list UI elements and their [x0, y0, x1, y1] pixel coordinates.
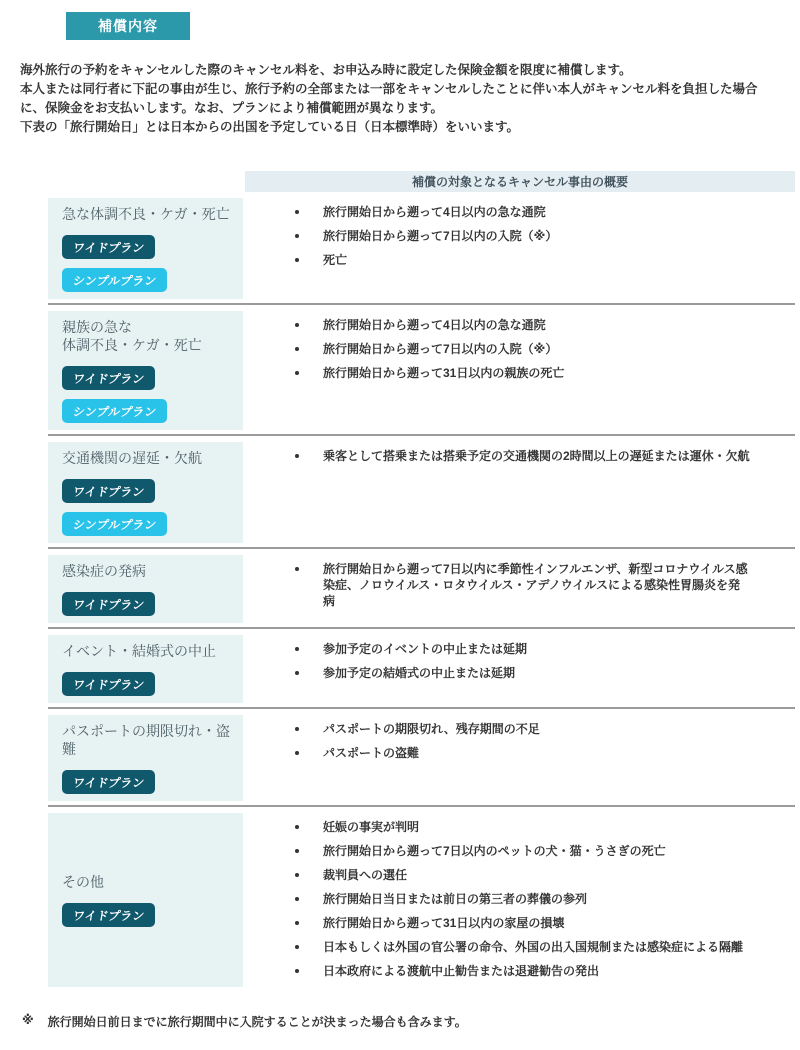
category-cell	[48, 311, 243, 430]
category-cell	[48, 813, 243, 987]
row-category: その他	[62, 874, 104, 890]
plan-badges	[62, 235, 233, 292]
bullet-dot-icon	[295, 347, 299, 351]
reason-item	[295, 448, 795, 464]
reason-item	[295, 963, 795, 979]
reason-text: 乗客として搭乗または搭乗予定の交通機関の2時間以上の遅延または運休・欠航	[323, 449, 750, 463]
plan-badge-wide	[62, 592, 155, 616]
section-title-badge: 補償内容	[66, 12, 190, 40]
coverage-row	[48, 555, 795, 623]
coverage-row	[48, 715, 795, 801]
plan-badges	[62, 479, 233, 536]
bullet-dot-icon	[295, 849, 299, 853]
reason-list	[245, 311, 795, 430]
reason-item	[295, 641, 795, 657]
plan-badge-wide	[62, 903, 155, 927]
coverage-row	[48, 442, 795, 543]
reason-item	[295, 867, 795, 883]
bullet-dot-icon	[295, 969, 299, 973]
intro-line: 下表の「旅行開始日」とは日本からの出国を予定している日（日本標準時）をいいます。	[20, 120, 520, 134]
plan-badge-wide	[62, 770, 155, 794]
category-cell	[48, 635, 243, 703]
reason-text: 参加予定の結婚式の中止または延期	[323, 666, 516, 680]
plan-badge-label: ワイドプラン	[71, 240, 146, 255]
footnote-text: 旅行開始日前日までに旅行期間中に入院することが決まった場合も含みます。	[47, 1015, 467, 1029]
coverage-row	[48, 813, 795, 987]
row-separator	[48, 707, 795, 709]
row-category: イベント・結婚式の中止	[62, 643, 216, 659]
plan-badges	[62, 770, 233, 794]
footnote	[22, 1013, 780, 1030]
row-separator	[48, 434, 795, 436]
plan-badge-label: ワイドプラン	[71, 484, 146, 499]
plan-badge-simple	[62, 268, 167, 292]
reason-text: 旅行開始日から遡って4日以内の急な通院	[323, 205, 546, 219]
reason-text: 旅行開始日から遡って7日以内に季節性インフルエンザ、新型コロナウイルス感染症、ノロウイルス・ロタウイルス・アデノウイルスによる感染性胃腸炎を発病	[323, 562, 748, 608]
bullet-dot-icon	[295, 897, 299, 901]
plan-badge-wide	[62, 672, 155, 696]
reason-item	[295, 745, 795, 761]
reason-text: 裁判員への選任	[323, 868, 408, 882]
row-separator	[48, 627, 795, 629]
plan-badge-label: シンプルプラン	[71, 273, 158, 288]
bullet-dot-icon	[295, 825, 299, 829]
bullet-dot-icon	[295, 873, 299, 877]
reason-list	[245, 442, 795, 543]
plan-badges	[62, 903, 233, 927]
row-category: 感染症の発病	[62, 563, 146, 579]
plan-badges	[62, 366, 233, 423]
reason-item	[295, 939, 795, 955]
coverage-rows	[48, 198, 795, 987]
bullet-dot-icon	[295, 323, 299, 327]
bullet-dot-icon	[295, 671, 299, 675]
bullet-dot-icon	[295, 234, 299, 238]
row-category: 親族の急な 体調不良・ケガ・死亡	[62, 319, 202, 353]
coverage-row	[48, 198, 795, 299]
table-header-row	[48, 171, 795, 192]
reason-list	[245, 198, 795, 299]
reason-text: 妊娠の事実が判明	[323, 820, 420, 834]
plan-badge-label: ワイドプラン	[71, 677, 146, 692]
reason-item	[295, 665, 795, 681]
row-category: パスポートの期限切れ・盗難	[62, 723, 230, 757]
plan-badge-label: ワイドプラン	[71, 908, 146, 923]
bullet-dot-icon	[295, 567, 299, 571]
header-spacer	[48, 171, 245, 192]
reason-text: 旅行開始日から遡って7日以内の入院（※）	[323, 229, 558, 243]
category-cell	[48, 715, 243, 801]
reason-item	[295, 365, 795, 381]
plan-badge-label: シンプルプラン	[71, 404, 158, 419]
reason-item	[295, 341, 795, 357]
bullet-dot-icon	[295, 751, 299, 755]
bullet-dot-icon	[295, 371, 299, 375]
coverage-table	[48, 171, 795, 987]
reason-item	[295, 204, 795, 220]
plan-badge-wide	[62, 366, 155, 390]
bullet-dot-icon	[295, 921, 299, 925]
plan-badge-label: ワイドプラン	[71, 597, 146, 612]
bullet-dot-icon	[295, 258, 299, 262]
row-separator	[48, 303, 795, 305]
plan-badge-label: シンプルプラン	[71, 517, 158, 532]
reason-text: パスポートの期限切れ、残存期間の不足	[323, 722, 540, 736]
reason-item	[295, 561, 795, 609]
intro-line: 海外旅行の予約をキャンセルした際のキャンセル料を、お申込み時に設定した保険金額を限度に補償します。	[20, 63, 632, 77]
reason-item	[295, 915, 795, 931]
plan-badge-wide	[62, 479, 155, 503]
reasons-column-header: 補償の対象となるキャンセル事由の概要	[245, 171, 795, 192]
bullet-dot-icon	[295, 945, 299, 949]
plan-badges	[62, 592, 233, 616]
category-cell	[48, 555, 243, 623]
coverage-row	[48, 635, 795, 703]
bullet-dot-icon	[295, 647, 299, 651]
bullet-dot-icon	[295, 727, 299, 731]
row-separator	[48, 547, 795, 549]
coverage-row	[48, 311, 795, 430]
reason-item	[295, 891, 795, 907]
plan-badges	[62, 672, 233, 696]
plan-badge-label: ワイドプラン	[71, 775, 146, 790]
bullet-dot-icon	[295, 210, 299, 214]
reason-text: パスポートの盗難	[323, 746, 420, 760]
reason-text: 日本政府による渡航中止勧告または退避勧告の発出	[323, 964, 600, 978]
row-separator	[48, 805, 795, 807]
reason-text: 日本もしくは外国の官公署の命令、外国の出入国規制または感染症による隔離	[323, 940, 744, 954]
reason-list	[245, 635, 795, 703]
reason-item	[295, 228, 795, 244]
plan-badge-simple	[62, 399, 167, 423]
reason-item	[295, 843, 795, 859]
reason-item	[295, 721, 795, 737]
reason-text: 旅行開始日から遡って31日以内の家屋の損壊	[323, 916, 565, 930]
bullet-dot-icon	[295, 454, 299, 458]
reason-item	[295, 317, 795, 333]
reason-text: 旅行開始日当日または前日の第三者の葬儀の参列	[323, 892, 588, 906]
reason-list	[245, 555, 795, 623]
category-cell	[48, 198, 243, 299]
footnote-marker: ※	[22, 1013, 34, 1027]
plan-badge-simple	[62, 512, 167, 536]
intro-line: 本人または同行者に下記の事由が生じ、旅行予約の全部または一部をキャンセルしたことに伴い本人がキャンセル料を負担した場合に、保険金をお支払いします。なお、プランにより補償範囲が異なります。	[20, 82, 758, 115]
plan-badge-label: ワイドプラン	[71, 371, 146, 386]
reason-text: 旅行開始日から遡って7日以内の入院（※）	[323, 342, 558, 356]
row-category: 交通機関の遅延・欠航	[62, 450, 202, 466]
reason-item	[295, 252, 795, 268]
reason-list	[245, 813, 795, 987]
reason-text: 旅行開始日から遡って4日以内の急な通院	[323, 318, 546, 332]
reason-text: 参加予定のイベントの中止または延期	[323, 642, 528, 656]
plan-badge-wide	[62, 235, 155, 259]
reason-list	[245, 715, 795, 801]
reason-text: 旅行開始日から遡って31日以内の親族の死亡	[323, 366, 565, 380]
row-category: 急な体調不良・ケガ・死亡	[62, 206, 230, 222]
intro-text	[20, 61, 782, 137]
reason-text: 旅行開始日から遡って7日以内のペットの犬・猫・うさぎの死亡	[323, 844, 666, 858]
category-cell	[48, 442, 243, 543]
reason-text: 死亡	[323, 253, 348, 267]
reason-item	[295, 819, 795, 835]
